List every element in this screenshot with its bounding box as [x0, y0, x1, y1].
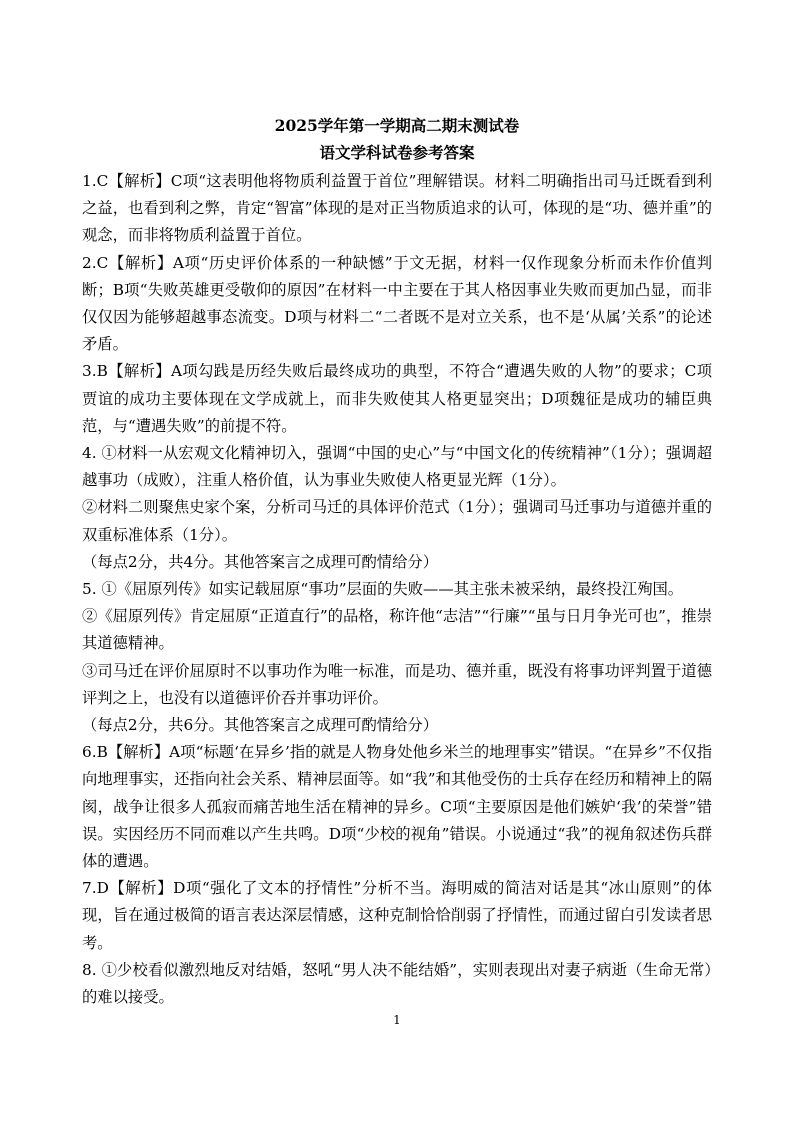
answer-7-paragraph: 7.D【解析】D项“强化了文本的抒情性”分析不当。海明威的简洁对话是其“冰山原则”的体现，旨在通过极简的语言表达深层情感，这种克制恰恰削弱了抒情性，而通过留白引发读者思考。: [82, 879, 712, 952]
answer-body: [82, 168, 712, 1011]
answer-6-paragraph: 6.B【解析】A项“标题‘在异乡’指的就是人物身处他乡米兰的地理事实”错误。“在异乡”不仅指向地理事实，还指向社会关系、精神层面等。如“我”和其他受伤的士兵存在经历和精神上的隔阂，战争让很多人孤寂而痛苦地生活在精神的异乡。C项“主要原因是他们嫉妒‘我’的荣誉”错误。实因经历不同而难以产生共鸣。D项“少校的视角”错误。小说通过“我”的视角叙述伤兵群体的遭遇。: [82, 743, 712, 871]
answer-5-scoring-note: （每点2分，共6分。其他答案言之成理可酌情给分）: [82, 716, 438, 735]
answer-3-paragraph: 3.B【解析】A项勾践是历经失败后最终成功的典型，不符合“遭遇失败的人物”的要求；C项贾谊的成功主要体现在文学成就上，而非失败使其人格更显突出；D项魏征是成功的辅臣典范，与“遭遇失败”的前提不符。: [82, 362, 712, 435]
answer-5-point-1: 5. ①《屈原列传》如实记载屈原“事功”层面的失败——其主张未被采纳，最终投江殉国。: [82, 580, 684, 599]
answer-8-point-1: 8. ①少校看似激烈地反对结婚，怒吼“男人决不能结婚”，实则表现出对妻子病逝（生命无常）的难以接受。: [82, 960, 712, 1007]
answer-4-point-1: 4. ①材料一从宏观文化精神切入，强调“中国的史心”与“中国文化的传统精神”（1分）；强调超越事功（成败），注重人格价值，认为事业失败使人格更显光辉（1分）。: [82, 444, 712, 490]
document-title: 2025学年第一学期高二期末测试卷: [274, 116, 520, 135]
answer-1-paragraph: 1.C【解析】C项“这表明他将物质利益置于首位”理解错误。材料二明确指出司马迁既看到利之益，也看到利之弊，肯定“智富”体现的是对正当物质追求的认可，体现的是“功、德并重”的观念，而非将物质利益置于首位。: [82, 172, 712, 245]
answer-document: [82, 112, 712, 1011]
answer-5-point-2: ②《屈原列传》肯定屈原“正道直行”的品格，称许他“志洁”“行廉”“虽与日月争光可也”，推崇其道德精神。: [82, 607, 712, 653]
answer-2-paragraph: 2.C【解析】A项“历史评价体系的一种缺憾”于文无据，材料一仅作现象分析而未作价值判断；B项“失败英雄更受敬仰的原因”在材料一中主要在于其人格因事业失败而更加凸显，而非仅仅因为能够超越事态流变。D项与材料二“二者既不是对立关系，也不是‘从属’关系”的论述矛盾。: [82, 253, 712, 354]
answer-4-point-2: ②材料二则聚焦史家个案，分析司马迁的具体评价范式（1分）；强调司马迁事功与道德并重的双重标准体系（1分）。: [82, 498, 712, 544]
answer-5-point-3: ③司马迁在评价屈原时不以事功作为唯一标准，而是功、德并重，既没有将事功评判置于道德评判之上，也没有以道德评价吞并事功评价。: [82, 661, 712, 707]
document-subtitle: 语文学科试卷参考答案: [319, 143, 475, 162]
page-number: 1: [393, 1013, 401, 1027]
answer-4-scoring-note: （每点2分，共4分。其他答案言之成理可酌情给分）: [82, 552, 438, 571]
